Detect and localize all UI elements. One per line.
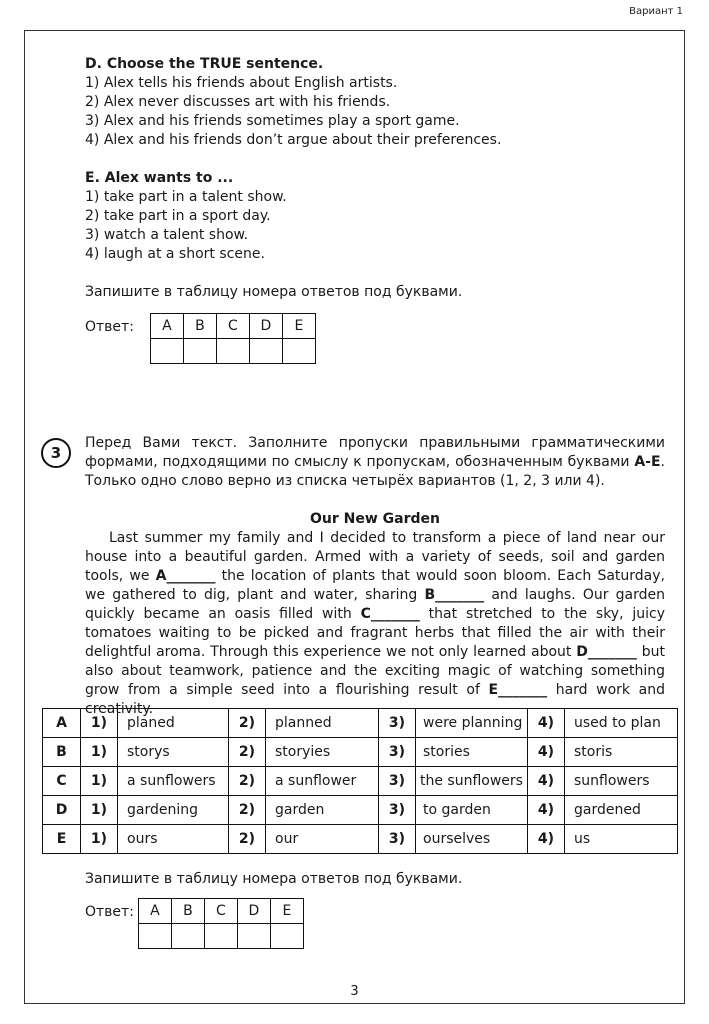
- options-row-a: [43, 709, 678, 738]
- task-number-badge: 3: [41, 438, 71, 468]
- option-cell: storyies: [266, 738, 379, 767]
- option-number: 3): [379, 825, 416, 854]
- option-cell: storys: [118, 738, 229, 767]
- blank-a: A_______: [155, 568, 216, 584]
- answer-header-c: C: [204, 899, 237, 924]
- story-text: [85, 529, 665, 719]
- option-cell: to garden: [416, 796, 528, 825]
- row-letter: B: [43, 738, 81, 767]
- option-cell: stories: [416, 738, 528, 767]
- answer-cell-a[interactable]: [150, 339, 183, 364]
- variant-label: Вариант 1: [629, 6, 683, 17]
- story-segment: the location of plants that would soon bloom. Each Saturday, we gathered to dig, plant and water, sharing: [85, 568, 665, 603]
- options-table: [42, 708, 678, 854]
- option-number: 1): [81, 738, 118, 767]
- story-segment: and laughs. Our garden quickly became an oasis filled with: [85, 587, 665, 622]
- options-row-d: [43, 796, 678, 825]
- story-segment: that stretched to the sky, juicy tomatoes waiting to be picked and fragrant herbs that filled the air with their delightful aroma. Through this experience we not only learned about: [85, 606, 666, 660]
- option-number: 2): [229, 796, 266, 825]
- question-d: [85, 55, 501, 150]
- option-cell: storis: [565, 738, 678, 767]
- answer-cell-b[interactable]: [171, 924, 204, 949]
- answer-cell-c[interactable]: [204, 924, 237, 949]
- option-number: 4): [528, 709, 565, 738]
- option-number: 1): [81, 767, 118, 796]
- task-instructions-text-end: . Только одно слово верно из списка четырёх вариантов (1, 2, 3 или 4).: [85, 454, 665, 489]
- question-e-option: 3) watch a talent show.: [85, 227, 249, 243]
- row-letter: C: [43, 767, 81, 796]
- story-title: Our New Garden: [310, 511, 440, 527]
- question-e-option: 1) take part in a talent show.: [85, 189, 287, 205]
- blank-d: D_______: [576, 644, 637, 660]
- option-cell: planed: [118, 709, 229, 738]
- option-number: 2): [229, 825, 266, 854]
- option-number: 2): [229, 767, 266, 796]
- option-cell: a sunflowers: [118, 767, 229, 796]
- answer-header-b: B: [171, 899, 204, 924]
- answer-cell-a[interactable]: [138, 924, 171, 949]
- answer-header-b: B: [183, 314, 216, 339]
- story-segment: Last summer my family and I decided to transform a piece of land near our house into a beautiful garden. Armed with a variety of seeds, soil and garden tools, we: [85, 530, 665, 584]
- option-number: 3): [379, 738, 416, 767]
- blank-e: E_______: [488, 682, 548, 698]
- task-instructions: [85, 434, 665, 491]
- question-e-option: 2) take part in a sport day.: [85, 208, 271, 224]
- task-instructions-letters: A-E: [634, 454, 661, 470]
- options-row-b: [43, 738, 678, 767]
- row-letter: A: [43, 709, 81, 738]
- blank-c: C_______: [360, 606, 420, 622]
- answer-instruction: Запишите в таблицу номера ответов под буквами.: [85, 284, 463, 300]
- row-letter: E: [43, 825, 81, 854]
- option-number: 1): [81, 825, 118, 854]
- option-number: 3): [379, 767, 416, 796]
- option-cell: were planning: [416, 709, 528, 738]
- answer-table-1: [85, 313, 316, 364]
- page-number: 3: [350, 984, 359, 999]
- answer-cell-c[interactable]: [216, 339, 249, 364]
- answer-header-a: A: [150, 314, 183, 339]
- story-segment: hard work and creativity.: [85, 682, 665, 717]
- question-d-option: 1) Alex tells his friends about English artists.: [85, 75, 398, 91]
- answer-header-d: D: [237, 899, 270, 924]
- option-cell: ours: [118, 825, 229, 854]
- option-cell: garden: [266, 796, 379, 825]
- option-cell: sunflowers: [565, 767, 678, 796]
- answer-header-a: A: [138, 899, 171, 924]
- task-instructions-text: Перед Вами текст. Заполните пропуски правильными грамматическими формами, подходящими по смыслу к пропускам, обозначенным буквами: [85, 435, 665, 470]
- options-row-c: [43, 767, 678, 796]
- option-number: 2): [229, 709, 266, 738]
- answer-label: Ответ:: [85, 319, 134, 335]
- option-cell: used to plan: [565, 709, 678, 738]
- option-number: 2): [229, 738, 266, 767]
- option-cell: the sunflowers: [416, 767, 528, 796]
- option-number: 4): [528, 767, 565, 796]
- option-cell: our: [266, 825, 379, 854]
- question-d-option: 4) Alex and his friends don’t argue about their preferences.: [85, 132, 502, 148]
- option-number: 3): [379, 796, 416, 825]
- answer-cell-d[interactable]: [237, 924, 270, 949]
- answer-instruction-2: Запишите в таблицу номера ответов под буквами.: [85, 871, 463, 887]
- answer-header-c: C: [216, 314, 249, 339]
- answer-header-e: E: [282, 314, 315, 339]
- question-e: [85, 169, 287, 264]
- answer-header-d: D: [249, 314, 282, 339]
- question-d-title: D. Choose the TRUE sentence.: [85, 56, 324, 72]
- option-number: 1): [81, 709, 118, 738]
- story-segment: but also about teamwork, patience and the exciting magic of watching something grow from a simple seed into a flourishing result of: [85, 644, 666, 698]
- option-number: 4): [528, 796, 565, 825]
- answer-cell-b[interactable]: [183, 339, 216, 364]
- row-letter: D: [43, 796, 81, 825]
- answer-label-2: Ответ:: [85, 904, 134, 920]
- question-d-option: 2) Alex never discusses art with his friends.: [85, 94, 391, 110]
- option-number: 4): [528, 738, 565, 767]
- question-e-title: E. Alex wants to ...: [85, 170, 234, 186]
- option-cell: gardened: [565, 796, 678, 825]
- option-number: 4): [528, 825, 565, 854]
- answer-cell-e[interactable]: [282, 339, 315, 364]
- question-e-option: 4) laugh at a short scene.: [85, 246, 265, 262]
- blank-b: B_______: [424, 587, 485, 603]
- option-cell: ourselves: [416, 825, 528, 854]
- question-d-option: 3) Alex and his friends sometimes play a sport game.: [85, 113, 460, 129]
- answer-cell-d[interactable]: [249, 339, 282, 364]
- option-cell: a sunflower: [266, 767, 379, 796]
- answer-table-2: [85, 898, 304, 949]
- option-cell: us: [565, 825, 678, 854]
- option-cell: planned: [266, 709, 379, 738]
- answer-header-e: E: [270, 899, 303, 924]
- answer-cell-e[interactable]: [270, 924, 303, 949]
- option-number: 1): [81, 796, 118, 825]
- options-row-e: [43, 825, 678, 854]
- option-number: 3): [379, 709, 416, 738]
- option-cell: gardening: [118, 796, 229, 825]
